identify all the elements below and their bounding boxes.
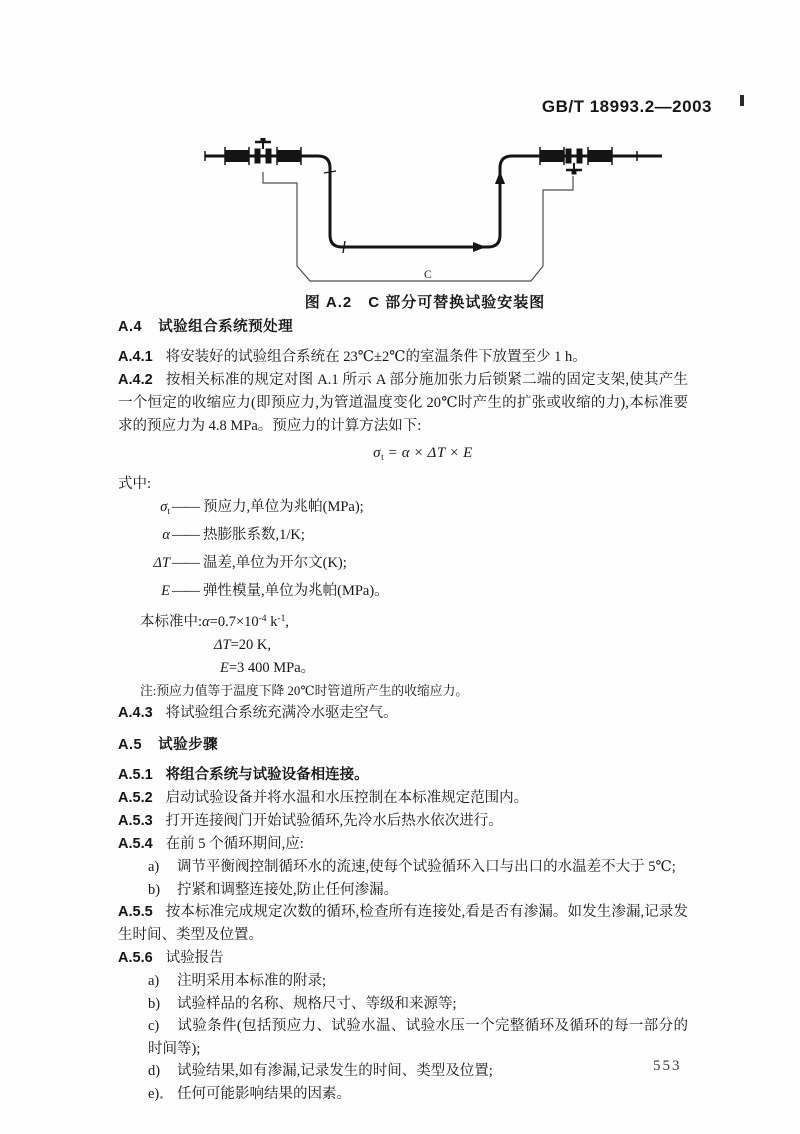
list-item-a56-a (118, 970, 688, 993)
prestress-formula (158, 442, 688, 470)
definition-dash: —— (172, 555, 199, 571)
clause-number: A.5.3 (118, 813, 153, 829)
formula-alpha: α (401, 445, 411, 461)
item-text: 调节平衡阀控制循环水的流速,使每个试验循环入口与出口的水温差不大于 5℃; (177, 859, 676, 875)
clause-number: A.4.1 (118, 349, 153, 365)
page-number: 553 (653, 1058, 682, 1074)
definition-text: 弹性模量,单位为兆帕(MPa)。 (203, 583, 389, 599)
item-text: 任何可能影响结果的因素。 (177, 1085, 351, 1102)
symbol: α (162, 527, 170, 543)
formula-times: × (445, 445, 464, 461)
clause-text: 将试验组合系统充满冷水驱走空气。 (165, 705, 398, 721)
item-label: e) (148, 1085, 160, 1102)
definition-dash: —— (172, 499, 199, 515)
value-alpha: 本标准中$:\alpha=0.7\times 10^{-4}$ $k^{-1}$, (140, 614, 289, 630)
scan-artifact (740, 95, 744, 106)
item-text: 注明采用本标准的附录; (177, 973, 327, 989)
pipe-diagram (185, 138, 665, 290)
formula-sub: t (381, 453, 385, 463)
section-heading-a5 (118, 734, 688, 757)
scan-dot (160, 1096, 163, 1099)
definition-text: 温差,单位为开尔文(K); (203, 555, 347, 571)
formula-e: E (463, 445, 473, 461)
list-item-a54-b (118, 879, 688, 902)
clause-number: A.5.2 (118, 790, 153, 806)
clause-number: A.5.6 (118, 950, 153, 966)
part-c-label: C (424, 269, 432, 281)
item-text: 试验条件(包括预应力、试验水温、试验水压一个完整循环及循环的每一部分的时间等); (148, 1018, 688, 1057)
formula-intro: 式中: (118, 476, 152, 492)
document-body (118, 314, 688, 1105)
item-label: a) (148, 859, 160, 875)
item-text: 试验样品的名称、规格尺寸、等级和来源等; (177, 995, 457, 1012)
clause-text: 试验报告 (165, 950, 224, 966)
figure-caption: 图 A.2 C 部分可替换试验安装图 (304, 294, 546, 311)
flow-arrows (324, 171, 505, 253)
list-item-a56-e (118, 1083, 688, 1106)
clause-number: A.4 (118, 319, 143, 335)
clause-number: A.5.1 (118, 767, 153, 783)
clause-a42 (118, 369, 688, 438)
symbol: ΔT (153, 555, 170, 571)
clause-a41 (118, 346, 688, 369)
formula-definition-sigma (122, 496, 688, 524)
clause-number: A.5 (118, 737, 143, 753)
definition-text: 热膨胀系数,1/K; (203, 527, 305, 543)
definition-text: 预应力,单位为兆帕(MPa); (203, 499, 364, 515)
formula-equals: = (384, 445, 402, 461)
left-valve-icon (255, 138, 271, 163)
clause-text: 按相关标准的规定对图 A.1 所示 A 部分施加张力后锁紧二端的固定支架,使其产生一个恒定的收缩应力(即预应力,为管道温度变化 20℃时产生的扩张或收缩的力),本标准要求的预应力为 4.8 MPa。预应力的计算方法如下: (118, 372, 688, 434)
section-title: 试验步骤 (158, 737, 219, 753)
formula-delta-t: ΔT (427, 445, 446, 461)
note: 注:预应力值等于温度下降 20℃时管道所产生的收缩应力。 (140, 684, 469, 698)
clause-number: A.4.2 (118, 372, 153, 388)
definition-dash: —— (172, 583, 199, 599)
item-label: b) (148, 881, 161, 898)
list-item-a56-c (118, 1015, 688, 1060)
clause-a55 (118, 901, 688, 947)
formula-definition-delta-t (122, 552, 688, 580)
clause-text: 在前 5 个循环期间,应: (165, 836, 304, 852)
clause-a52 (118, 787, 688, 810)
symbol: $\sigma_t$ (160, 499, 170, 517)
formula-times: × (410, 445, 428, 461)
right-valve-icon (566, 149, 582, 174)
clause-a43 (118, 702, 688, 725)
clause-a51 (118, 764, 688, 787)
item-label: b) (148, 995, 161, 1012)
clause-text: 将组合系统与试验设备相连接。 (165, 767, 369, 783)
item-text: 试验结果,如有渗漏,记录发生的时间、类型及位置; (177, 1063, 493, 1079)
clause-number: A.4.3 (118, 705, 153, 721)
figure-a2 (185, 138, 665, 312)
part-c-bracket (263, 172, 573, 281)
clause-text: 启动试验设备并将水温和水压控制在本标准规定范围内。 (165, 790, 529, 806)
list-item-a56-b (118, 993, 688, 1016)
standard-number: GB/T 18993.2—2003 (541, 97, 712, 116)
definition-dash: —— (172, 527, 199, 543)
clause-a54 (118, 833, 688, 856)
symbol: E (161, 583, 170, 599)
list-item-a54-a (118, 856, 688, 879)
section-heading-a4 (118, 316, 688, 339)
formula-sigma: σ (373, 445, 382, 461)
clause-text: 将安装好的试验组合系统在 23℃±2℃的室温条件下放置至少 1 h。 (165, 349, 587, 365)
pipe-line (205, 156, 662, 247)
clause-text: 按本标准完成规定次数的循环,检查所有连接处,看是否有渗漏。如发生渗漏,记录发生时间、类型及位置。 (118, 904, 688, 943)
value-e: E=3 400 MPa。 (220, 660, 316, 676)
list-item-a56-d (118, 1060, 688, 1083)
clause-a56 (118, 947, 688, 970)
item-label: a) (148, 973, 160, 989)
clause-number: A.5.5 (118, 904, 153, 920)
clause-number: A.5.4 (118, 836, 153, 852)
clause-text: 打开连接阀门开始试验循环,先冷水后热水依次进行。 (165, 813, 503, 829)
formula-definition-e (122, 580, 688, 608)
clause-a53 (118, 810, 688, 833)
item-text: 拧紧和调整连接处,防止任何渗漏。 (177, 881, 399, 898)
section-title: 试验组合系统预处理 (158, 319, 294, 335)
formula-definition-alpha (122, 524, 688, 552)
value-delta-t: ΔT=20 K, (214, 637, 271, 653)
item-label: d) (148, 1063, 161, 1079)
item-label: c) (148, 1018, 160, 1034)
